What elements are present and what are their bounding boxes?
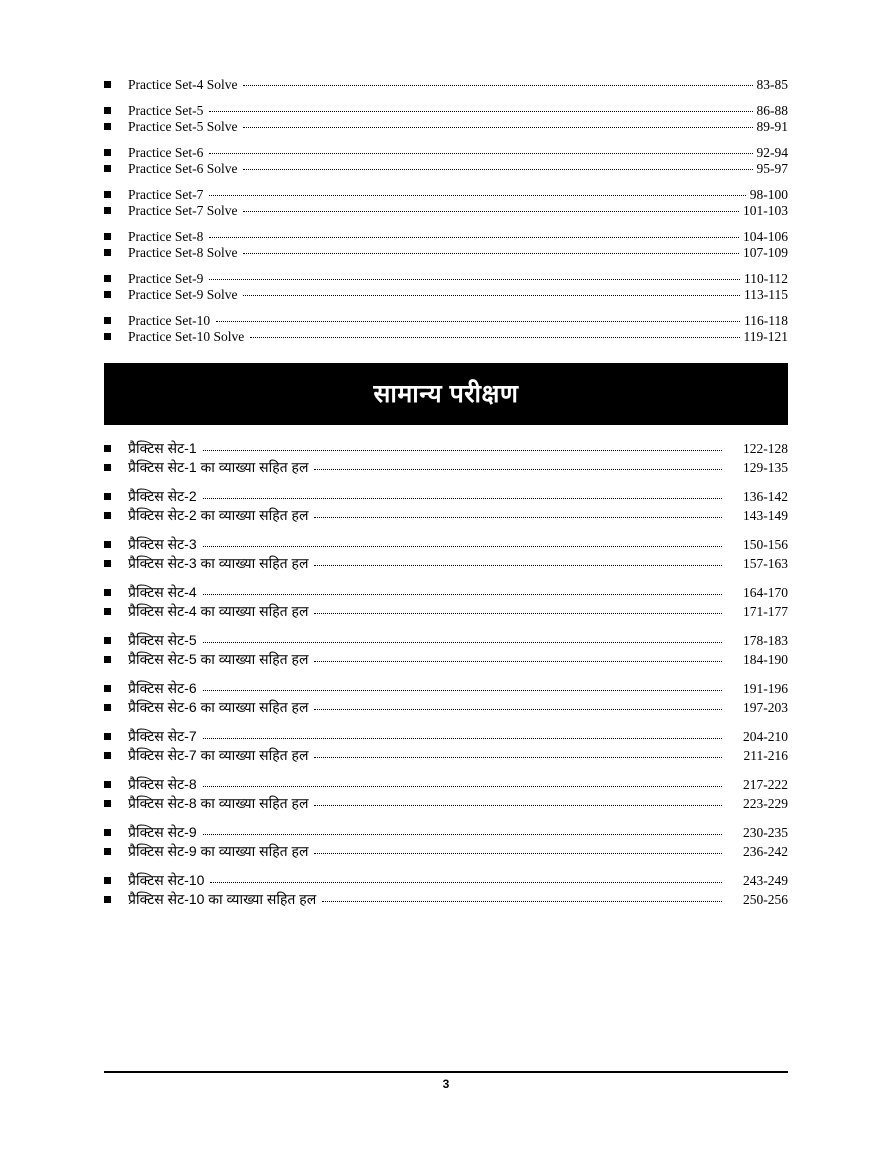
square-bullet-icon [104, 81, 111, 88]
square-bullet-icon [104, 637, 111, 644]
square-bullet-icon [104, 123, 111, 130]
square-bullet-icon [104, 333, 111, 340]
toc-entry-pages: 86-88 [756, 102, 788, 118]
toc-entry-label: प्रैक्टिस सेट-3 का व्याख्या सहित हल [128, 555, 309, 571]
dot-leader [314, 603, 722, 614]
square-bullet-icon [104, 317, 111, 324]
toc-entry-pages: 95-97 [756, 161, 788, 176]
toc-entry-pages: 136-142 [743, 488, 788, 504]
toc-entry[interactable] [104, 272, 788, 286]
toc-entry-pages: 129-135 [743, 460, 788, 475]
square-bullet-icon [104, 829, 111, 836]
toc-entry[interactable] [104, 146, 788, 160]
square-bullet-icon [104, 291, 111, 298]
dot-leader [314, 555, 722, 566]
toc-entry-label: प्रैक्टिस सेट-7 का व्याख्या सहित हल [128, 747, 309, 763]
toc-entry-pages: 197-203 [743, 700, 788, 715]
toc-entry-label: प्रैक्टिस सेट-2 [128, 487, 197, 504]
square-bullet-icon [104, 512, 111, 519]
square-bullet-icon [104, 685, 111, 692]
toc-entry-pages: 143-149 [743, 508, 788, 523]
toc-entry-label: Practice Set-10 Solve [128, 329, 245, 344]
square-bullet-icon [104, 896, 111, 903]
toc-entry-label: Practice Set-6 Solve [128, 161, 238, 176]
toc-entry-label: प्रैक्टिस सेट-3 [128, 535, 197, 552]
toc-entry-label: प्रैक्टिस सेट-9 का व्याख्या सहित हल [128, 843, 309, 859]
toc-entry[interactable] [104, 729, 788, 744]
toc-entry-label: प्रैक्टिस सेट-5 का व्याख्या सहित हल [128, 651, 309, 667]
dot-leader [203, 536, 722, 547]
dot-leader [203, 584, 722, 595]
toc-entry-pages: 116-118 [744, 312, 788, 328]
toc-entry[interactable] [104, 873, 788, 888]
square-bullet-icon [104, 107, 111, 114]
toc-entry[interactable] [104, 844, 788, 859]
dot-leader [216, 311, 740, 322]
toc-entry-label: प्रैक्टिस सेट-5 [128, 631, 197, 648]
dot-leader [209, 185, 745, 196]
toc-entry-pages: 178-183 [743, 632, 788, 648]
toc-entry-pages: 236-242 [743, 844, 788, 859]
dot-leader [203, 632, 722, 643]
toc-entry-pages: 107-109 [743, 245, 788, 260]
dot-leader [203, 440, 722, 451]
dot-leader [243, 285, 740, 296]
toc-entry[interactable] [104, 825, 788, 840]
toc-entry[interactable] [104, 162, 788, 176]
toc-entry-pages: 217-222 [743, 776, 788, 792]
toc-entry-label: प्रैक्टिस सेट-4 का व्याख्या सहित हल [128, 603, 309, 619]
toc-entry-pages: 157-163 [743, 556, 788, 571]
toc-entry[interactable] [104, 330, 788, 344]
toc-entry-pages: 184-190 [743, 652, 788, 667]
dot-leader [322, 891, 722, 902]
square-bullet-icon [104, 445, 111, 452]
toc-entry[interactable] [104, 78, 788, 92]
dot-leader [243, 117, 752, 128]
toc-entry-pages: 119-121 [743, 329, 788, 344]
toc-entry[interactable] [104, 700, 788, 715]
toc-entry-label: प्रैक्टिस सेट-2 का व्याख्या सहित हल [128, 507, 309, 523]
square-bullet-icon [104, 752, 111, 759]
square-bullet-icon [104, 781, 111, 788]
dot-leader [314, 699, 722, 710]
toc-entry-label: प्रैक्टिस सेट-9 [128, 823, 197, 840]
toc-entry-pages: 150-156 [743, 536, 788, 552]
toc-entry-label: Practice Set-6 [128, 144, 204, 160]
toc-entry-pages: 230-235 [743, 824, 788, 840]
section-banner-hindi: सामान्य परीक्षण [104, 363, 788, 425]
toc-entry-pages: 191-196 [743, 680, 788, 696]
dot-leader [209, 269, 740, 280]
square-bullet-icon [104, 165, 111, 172]
toc-entry-label: प्रैक्टिस सेट-6 [128, 679, 197, 696]
square-bullet-icon [104, 233, 111, 240]
dot-leader [209, 227, 739, 238]
toc-entry[interactable] [104, 104, 788, 118]
square-bullet-icon [104, 149, 111, 156]
toc-entry-label: Practice Set-9 Solve [128, 287, 238, 302]
toc-entry[interactable] [104, 796, 788, 811]
toc-entry-label: प्रैक्टिस सेट-10 [128, 871, 205, 888]
dot-leader [203, 824, 722, 835]
toc-entry-label: प्रैक्टिस सेट-4 [128, 583, 197, 600]
dot-leader [314, 747, 722, 758]
toc-entry-pages: 92-94 [756, 144, 788, 160]
toc-entry-label: प्रैक्टिस सेट-1 का व्याख्या सहित हल [128, 459, 309, 475]
toc-entry[interactable] [104, 460, 788, 475]
square-bullet-icon [104, 560, 111, 567]
toc-entry-pages: 89-91 [756, 119, 788, 134]
dot-leader [243, 159, 752, 170]
toc-entry-label: Practice Set-4 Solve [128, 77, 238, 92]
square-bullet-icon [104, 493, 111, 500]
square-bullet-icon [104, 589, 111, 596]
toc-entry-label: Practice Set-10 [128, 312, 211, 328]
dot-leader [314, 507, 722, 518]
toc-entry[interactable] [104, 314, 788, 328]
toc-entry[interactable] [104, 489, 788, 504]
toc-entry-label: प्रैक्टिस सेट-6 का व्याख्या सहित हल [128, 699, 309, 715]
toc-entry-label: Practice Set-5 Solve [128, 119, 238, 134]
toc-entry-label: प्रैक्टिस सेट-8 का व्याख्या सहित हल [128, 795, 309, 811]
toc-entry[interactable] [104, 748, 788, 763]
dot-leader [209, 101, 752, 112]
square-bullet-icon [104, 800, 111, 807]
dot-leader [314, 459, 722, 470]
toc-entry[interactable] [104, 230, 788, 244]
toc-entry-pages: 110-112 [744, 270, 788, 286]
square-bullet-icon [104, 877, 111, 884]
square-bullet-icon [104, 733, 111, 740]
dot-leader [314, 843, 722, 854]
toc-entry[interactable] [104, 188, 788, 202]
toc-entry-label: प्रैक्टिस सेट-10 का व्याख्या सहित हल [128, 891, 317, 907]
toc-entry-label: प्रैक्टिस सेट-8 [128, 775, 197, 792]
toc-entry-pages: 211-216 [743, 748, 788, 763]
toc-entry[interactable] [104, 204, 788, 218]
toc-entry-pages: 113-115 [744, 287, 788, 302]
dot-leader [203, 680, 722, 691]
square-bullet-icon [104, 464, 111, 471]
toc-entry[interactable] [104, 120, 788, 134]
toc-entry[interactable] [104, 585, 788, 600]
square-bullet-icon [104, 207, 111, 214]
dot-leader [243, 243, 739, 254]
toc-list-hindi [104, 441, 788, 907]
toc-list-english [104, 78, 788, 344]
square-bullet-icon [104, 704, 111, 711]
dot-leader [243, 201, 739, 212]
toc-entry[interactable] [104, 537, 788, 552]
toc-entry[interactable] [104, 556, 788, 571]
page-footer [104, 1071, 788, 1093]
toc-entry-label: Practice Set-8 Solve [128, 245, 238, 260]
toc-entry[interactable] [104, 633, 788, 648]
toc-entry-pages: 164-170 [743, 584, 788, 600]
square-bullet-icon [104, 656, 111, 663]
square-bullet-icon [104, 191, 111, 198]
page-number: 3 [442, 1077, 450, 1091]
square-bullet-icon [104, 608, 111, 615]
square-bullet-icon [104, 541, 111, 548]
dot-leader [314, 651, 722, 662]
dot-leader [250, 327, 739, 338]
toc-entry-pages: 223-229 [743, 796, 788, 811]
dot-leader [243, 75, 752, 86]
dot-leader [203, 488, 722, 499]
toc-entry-pages: 104-106 [743, 228, 788, 244]
square-bullet-icon [104, 249, 111, 256]
dot-leader [203, 776, 722, 787]
square-bullet-icon [104, 848, 111, 855]
toc-entry-pages: 101-103 [743, 203, 788, 218]
toc-entry-label: Practice Set-7 [128, 186, 204, 202]
dot-leader [209, 143, 752, 154]
toc-entry-label: प्रैक्टिस सेट-1 [128, 439, 197, 456]
dot-leader [210, 872, 722, 883]
toc-entry-label: Practice Set-7 Solve [128, 203, 238, 218]
toc-entry[interactable] [104, 441, 788, 456]
toc-entry[interactable] [104, 604, 788, 619]
dot-leader [314, 795, 722, 806]
toc-entry-label: Practice Set-8 [128, 228, 204, 244]
toc-entry-pages: 171-177 [743, 604, 788, 619]
toc-entry-pages: 250-256 [743, 892, 788, 907]
toc-entry[interactable] [104, 288, 788, 302]
toc-entry-label: प्रैक्टिस सेट-7 [128, 727, 197, 744]
toc-entry[interactable] [104, 652, 788, 667]
toc-entry-pages: 122-128 [743, 440, 788, 456]
toc-entry[interactable] [104, 777, 788, 792]
toc-entry-pages: 83-85 [756, 77, 788, 92]
dot-leader [203, 728, 722, 739]
toc-entry[interactable] [104, 508, 788, 523]
toc-entry-pages: 243-249 [743, 872, 788, 888]
toc-entry[interactable] [104, 892, 788, 907]
toc-entry-label: Practice Set-9 [128, 270, 204, 286]
toc-entry[interactable] [104, 246, 788, 260]
square-bullet-icon [104, 275, 111, 282]
toc-entry[interactable] [104, 681, 788, 696]
toc-entry-label: Practice Set-5 [128, 102, 204, 118]
toc-entry-pages: 98-100 [749, 186, 788, 202]
toc-entry-pages: 204-210 [743, 728, 788, 744]
